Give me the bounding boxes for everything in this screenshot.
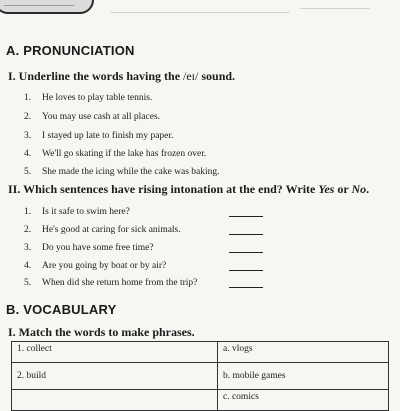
intonation-item: 2. He's good at caring for sick animals.	[24, 225, 181, 235]
answer-blank[interactable]	[229, 252, 263, 253]
header-tab-decoration	[0, 0, 94, 14]
matching-right-cell: a. vlogs	[218, 342, 389, 363]
bleed-through-line	[110, 12, 290, 13]
matching-left-cell: 2. build	[12, 363, 218, 390]
matching-table	[11, 341, 389, 411]
intonation-task-heading: II. Which sentences have rising intonation at the end? Write Yes or No.	[8, 182, 370, 196]
bleed-through-line	[300, 8, 370, 9]
answer-blank[interactable]	[229, 234, 263, 235]
matching-task-heading: I. Match the words to make phrases.	[8, 325, 195, 339]
matching-left-cell	[12, 390, 218, 411]
matching-left-cell: 1. collect	[12, 342, 218, 363]
section-a-title: A. PRONUNCIATION	[6, 43, 135, 58]
matching-right-cell: c. comics	[218, 390, 389, 411]
intonation-item: 4. Are you going by boat or by air?	[24, 261, 167, 271]
intonation-item: 1. Is it safe to swim here?	[24, 207, 130, 217]
matching-row	[12, 363, 389, 390]
pronunciation-task-heading: I. Underline the words having the /eɪ/ sound.	[8, 69, 236, 83]
pronunciation-item: 3. I stayed up late to finish my paper.	[24, 131, 174, 141]
pronunciation-item: 4. We'll go skating if the lake has frozen over.	[24, 149, 207, 159]
pronunciation-item: 5. She made the icing while the cake was baking.	[24, 167, 220, 177]
pronunciation-item: 1. He loves to play table tennis.	[24, 93, 153, 103]
matching-row	[12, 342, 389, 363]
section-b-title: B. VOCABULARY	[6, 302, 117, 317]
answer-blank[interactable]	[229, 216, 263, 217]
matching-right-cell: b. mobile games	[218, 363, 389, 390]
intonation-item: 3. Do you have some free time?	[24, 243, 154, 253]
answer-blank[interactable]	[229, 270, 263, 271]
pronunciation-item: 2. You may use cash at all places.	[24, 112, 161, 122]
answer-blank[interactable]	[229, 287, 263, 288]
matching-row	[12, 390, 389, 411]
intonation-item: 5. When did she return home from the trip?	[24, 278, 198, 288]
